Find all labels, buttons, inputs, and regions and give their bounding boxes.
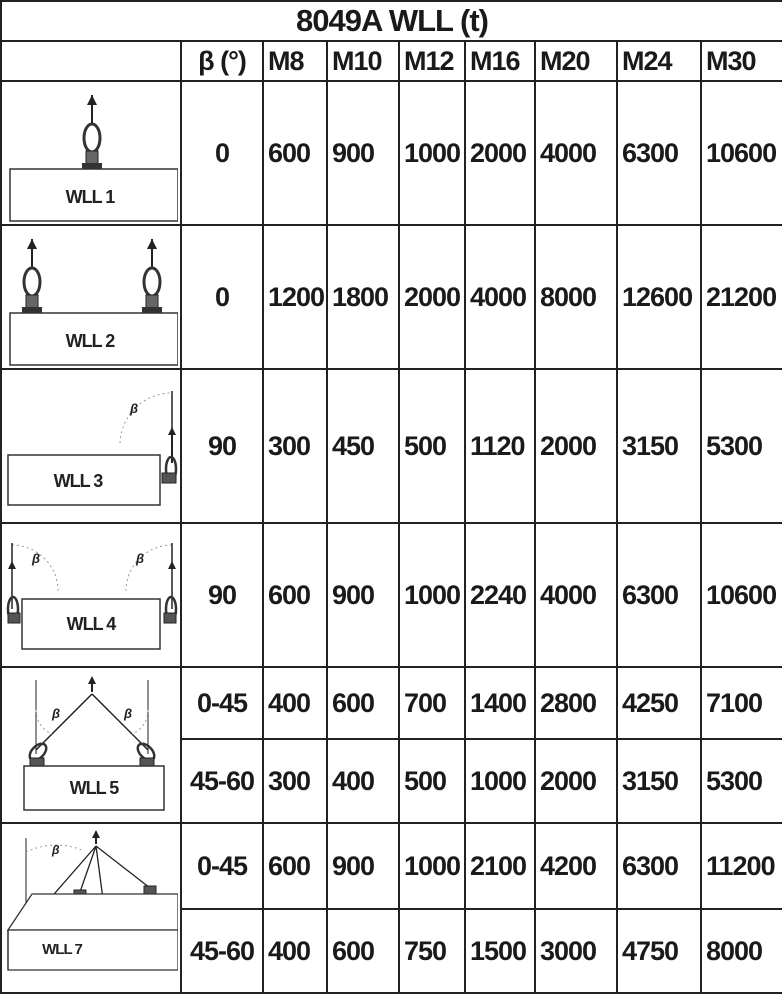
- value-m20: 8000: [535, 225, 617, 369]
- value-m30: 5300: [701, 369, 782, 523]
- wll2-label: WLL 2: [65, 331, 115, 351]
- header-m20: M20: [535, 41, 617, 81]
- value-m10: 600: [327, 667, 399, 739]
- value-m16: 2240: [465, 523, 535, 667]
- value-m12: 500: [399, 369, 465, 523]
- wll7-illustration: [2, 824, 178, 992]
- value-m20: 3000: [535, 909, 617, 993]
- wll2-illustration: [2, 227, 178, 367]
- wll3-angle-label: β: [130, 401, 138, 416]
- value-m16: 1400: [465, 667, 535, 739]
- value-m8: 400: [263, 667, 327, 739]
- wll3-label: WLL 3: [53, 471, 103, 491]
- value-m24: 6300: [617, 823, 701, 909]
- value-m10: 900: [327, 523, 399, 667]
- value-m20: 2000: [535, 739, 617, 823]
- header-diagram-cell: [1, 41, 181, 81]
- value-m30: 10600: [701, 523, 782, 667]
- beta-cell: 0: [181, 225, 263, 369]
- diagram-wll1: [1, 81, 181, 225]
- beta-cell: 0: [181, 81, 263, 225]
- beta-cell: 45-60: [181, 739, 263, 823]
- value-m16: 2100: [465, 823, 535, 909]
- wll7-label: WLL 7: [42, 941, 82, 958]
- value-m30: 7100: [701, 667, 782, 739]
- value-m10: 450: [327, 369, 399, 523]
- value-m20: 4200: [535, 823, 617, 909]
- value-m10: 400: [327, 739, 399, 823]
- value-m30: 11200: [701, 823, 782, 909]
- wll7-angle-label: β: [52, 843, 59, 857]
- header-row: [1, 41, 782, 81]
- table-row: [1, 225, 782, 369]
- diagram-wll7: [1, 823, 181, 993]
- value-m30: 8000: [701, 909, 782, 993]
- header-beta: β (°): [181, 41, 263, 81]
- value-m30: 5300: [701, 739, 782, 823]
- value-m10: 900: [327, 823, 399, 909]
- table-title: 8049A WLL (t): [1, 1, 782, 41]
- value-m30: 10600: [701, 81, 782, 225]
- value-m8: 600: [263, 523, 327, 667]
- value-m12: 700: [399, 667, 465, 739]
- table-row: [1, 523, 782, 667]
- header-m10: M10: [327, 41, 399, 81]
- value-m12: 1000: [399, 523, 465, 667]
- value-m16: 4000: [465, 225, 535, 369]
- wll5-angle-right: β: [124, 706, 132, 721]
- header-m8: M8: [263, 41, 327, 81]
- wll4-illustration: [2, 525, 178, 665]
- wll3-illustration: [2, 371, 178, 521]
- wll4-angle-right: β: [136, 551, 144, 566]
- beta-cell: 0-45: [181, 823, 263, 909]
- value-m24: 12600: [617, 225, 701, 369]
- table-row: [1, 823, 782, 909]
- value-m20: 2000: [535, 369, 617, 523]
- wll5-illustration: [2, 670, 178, 820]
- header-m12: M12: [399, 41, 465, 81]
- value-m24: 4250: [617, 667, 701, 739]
- value-m12: 500: [399, 739, 465, 823]
- beta-cell: 0-45: [181, 667, 263, 739]
- value-m8: 600: [263, 823, 327, 909]
- value-m24: 3150: [617, 369, 701, 523]
- value-m20: 2800: [535, 667, 617, 739]
- value-m8: 300: [263, 369, 327, 523]
- value-m10: 900: [327, 81, 399, 225]
- value-m12: 1000: [399, 823, 465, 909]
- header-m16: M16: [465, 41, 535, 81]
- wll5-angle-left: β: [52, 706, 60, 721]
- value-m8: 300: [263, 739, 327, 823]
- value-m8: 1200: [263, 225, 327, 369]
- diagram-wll5: [1, 667, 181, 823]
- value-m10: 600: [327, 909, 399, 993]
- value-m16: 1120: [465, 369, 535, 523]
- beta-cell: 90: [181, 523, 263, 667]
- wll4-label: WLL 4: [66, 614, 116, 634]
- table-row: [1, 369, 782, 523]
- value-m8: 600: [263, 81, 327, 225]
- wll4-angle-left: β: [32, 551, 40, 566]
- header-m24: M24: [617, 41, 701, 81]
- beta-cell: 45-60: [181, 909, 263, 993]
- diagram-wll2: [1, 225, 181, 369]
- value-m10: 1800: [327, 225, 399, 369]
- table-row: [1, 667, 782, 739]
- value-m24: 3150: [617, 739, 701, 823]
- diagram-wll3: [1, 369, 181, 523]
- beta-cell: 90: [181, 369, 263, 523]
- value-m12: 750: [399, 909, 465, 993]
- value-m16: 1000: [465, 739, 535, 823]
- value-m16: 1500: [465, 909, 535, 993]
- value-m30: 21200: [701, 225, 782, 369]
- table-row: [1, 81, 782, 225]
- value-m16: 2000: [465, 81, 535, 225]
- value-m8: 400: [263, 909, 327, 993]
- header-m30: M30: [701, 41, 782, 81]
- wll1-label: WLL 1: [65, 187, 115, 207]
- value-m12: 2000: [399, 225, 465, 369]
- wll5-label: WLL 5: [69, 778, 119, 798]
- diagram-wll4: [1, 523, 181, 667]
- value-m20: 4000: [535, 81, 617, 225]
- value-m20: 4000: [535, 523, 617, 667]
- value-m24: 4750: [617, 909, 701, 993]
- value-m12: 1000: [399, 81, 465, 225]
- wll1-illustration: [2, 83, 178, 223]
- value-m24: 6300: [617, 81, 701, 225]
- value-m24: 6300: [617, 523, 701, 667]
